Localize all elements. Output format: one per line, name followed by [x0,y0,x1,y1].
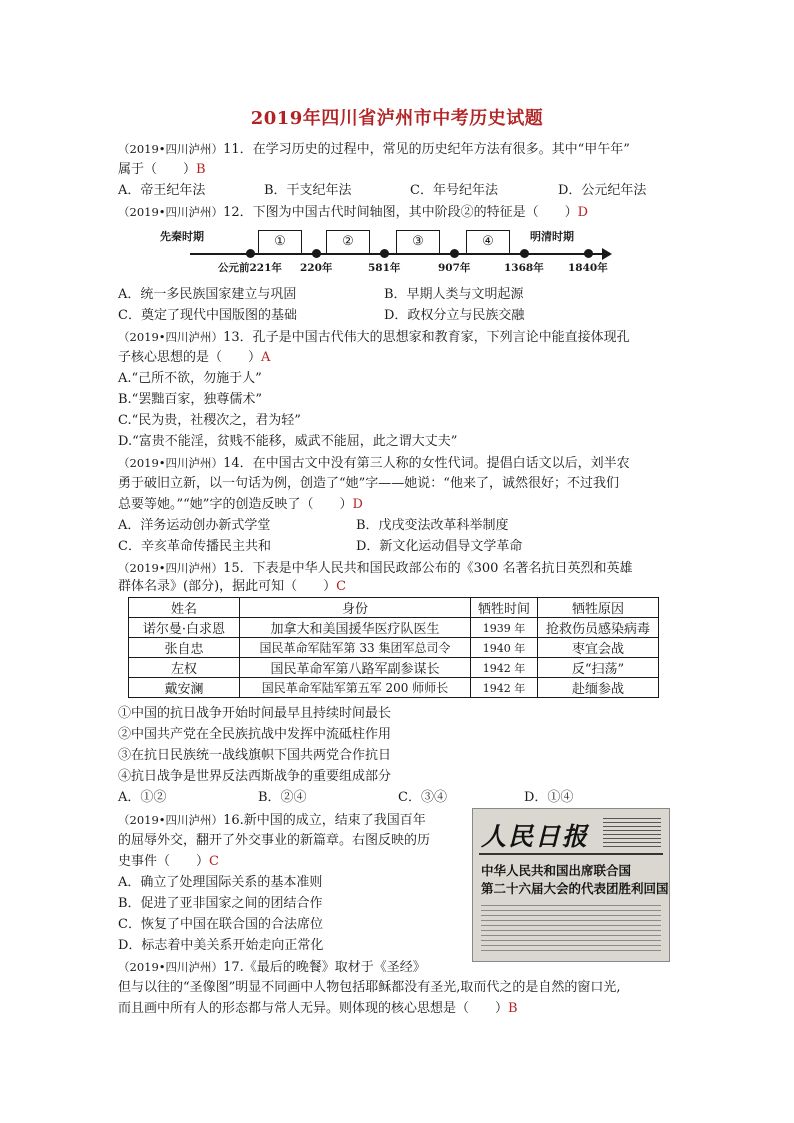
table-cell: 诺尔曼·白求恩 [129,618,240,638]
q17-line2: 但与以往的“圣像图”明显不同画中人物包括耶稣都没有圣光,取而代之的是自然的窗口光, [118,980,621,995]
table-cell: 戴安澜 [129,678,240,698]
page-title: 2019年四川省泸州市中考历史试题 [250,108,544,129]
q16-option-d: D．标志着中美关系开始走向正常化 [118,938,324,953]
timeline-point [246,249,255,258]
q12-option-a: A．统一多民族国家建立与巩固 [118,287,297,302]
timeline-point [312,249,321,258]
q14-text: 14．在中国古文中没有第三人称的女性代词。提倡白话文以后，刘半农 [223,456,630,471]
table-header-row [129,598,659,618]
table-cell: 左权 [129,658,240,678]
source-tag: （2019•四川泸州） [118,205,224,219]
source-tag: （2019•四川泸州） [118,142,224,156]
q16-line2: 的屈辱外交，翻开了外交事业的新篇章。右图反映的历 [118,833,431,848]
q16-option-a: A．确立了处理国际关系的基本准则 [118,875,323,890]
q14-option-a: A．洋务运动创办新式学堂 [118,518,271,533]
q16-line1 [118,810,426,831]
q15-option-b: B．②④ [258,790,307,805]
q17-line1 [118,957,426,978]
q14-line1 [118,453,630,474]
q14-text3: 总要等她。”“她”字的创造反映了（ ） [118,497,353,512]
source-tag: （2019•四川泸州） [118,561,224,575]
table-cell: 1940 年 [471,638,538,658]
q15-statement-3: ③在抗日民族统一战线旗帜下国共两党合作抗日 [118,748,392,763]
source-tag: （2019•四川泸州） [118,456,224,470]
q12-option-d: D．政权分立与民族交融 [384,308,525,323]
q16-option-b: B．促进了亚非国家之间的团结合作 [118,896,323,911]
table-cell: 赴缅参战 [538,678,659,698]
q13-option-c: C.“民为贵，社稷次之，君为轻” [118,413,301,428]
timeline-year-label: 907年 [438,262,471,274]
q16-text: 16.新中国的成立，结束了我国百年 [223,813,426,828]
q11-option-d: D．公元纪年法 [558,183,647,198]
table-row [129,658,659,678]
q15-statement-2: ②中国共产党在全民族抗战中发挥中流砥柱作用 [118,727,392,742]
timeline-point [584,249,593,258]
q13-option-d: D.“富贵不能淫，贫贱不能移，威武不能屈，此之谓大丈夫” [118,434,458,449]
table-cell: 国民革命军陆军第五军 200 师师长 [240,678,471,698]
q14-answer: D [352,497,363,512]
newspaper-image [472,808,670,962]
q11-text2: 属于（ ） [118,162,197,177]
q12-answer: D [577,205,589,220]
table-cell: 1939 年 [471,618,538,638]
source-tag: （2019•四川泸州） [118,813,224,827]
q13-option-a: A.“己所不欲，勿施于人” [118,371,262,386]
timeline-left-label: 先秦时期 [160,230,204,243]
source-tag: （2019•四川泸州） [118,960,224,974]
timeline-year-label: 公元前221年 [218,262,282,274]
newspaper-side-text [603,815,661,849]
q13-text2: 子核心思想的是（ ） [118,350,262,365]
timeline-point [450,249,459,258]
table-header: 牺牲原因 [538,598,659,618]
q15-line1 [118,558,633,579]
timeline-year-label: 1368年 [504,262,544,274]
timeline-year-label: 1840年 [568,262,608,274]
q16-line3 [118,852,219,872]
timeline-stage-1: ① [258,230,302,254]
newspaper-rule [479,853,663,855]
table-header: 牺牲时间 [471,598,538,618]
q14-line2: 勇于破旧立新，以一句话为例，创造了“她”字——她说：“他来了，诚然很好；不过我们 [118,476,619,491]
q11-line2 [118,160,206,180]
q15-statement-4: ④抗日战争是世界反法西斯战争的重要组成部分 [118,769,392,784]
timeline-stage-4: ④ [466,230,510,254]
q15-option-c: C．③④ [398,790,447,805]
q13-text: 13．孔子是中国古代伟大的思想家和教育家，下列言论中能直接体现孔 [223,330,630,345]
q13-line1 [118,327,630,348]
table-row [129,638,659,658]
q13-line2 [118,348,270,368]
heroes-table [128,597,659,698]
q15-line2 [118,577,346,597]
q17-text3: 而且画中所有人的形态都与常人无异。则体现的核心思想是（ ） [118,1001,509,1016]
q13-option-b: B.“罢黜百家，独尊儒术” [118,392,262,407]
source-tag: （2019•四川泸州） [118,330,224,344]
q12-option-c: C．奠定了现代中国版图的基础 [118,308,297,323]
timeline-arrow [602,248,612,260]
table-cell: 国民革命军第八路军副参谋长 [240,658,471,678]
timeline-year-label: 220年 [300,262,333,274]
table-cell: 枣宜会战 [538,638,659,658]
timeline-stage-3: ③ [396,230,440,254]
q17-text: 17.《最后的晚餐》取材于《圣经》 [223,960,426,975]
q14-option-c: C．辛亥革命传播民主共和 [118,539,271,554]
q11-option-c: C．年号纪年法 [410,183,498,198]
newspaper-headline: 中华人民共和国出席联合国 [481,863,632,878]
q16-option-c: C．恢复了中国在联合国的合法席位 [118,917,323,932]
q12-option-b: B．早期人类与文明起源 [384,287,524,302]
q16-text3: 史事件（ ） [118,854,210,869]
q14-option-b: B．戊戌变法改革科举制度 [356,518,509,533]
table-cell: 1942 年 [471,658,538,678]
timeline-point [520,249,529,258]
q14-option-d: D．新文化运动倡导文学革命 [356,539,523,554]
newspaper-body-text [481,901,661,955]
table-row [129,618,659,638]
q12-text: 12．下图为中国古代时间轴图，其中阶段②的特征是（ ） [223,205,578,220]
table-header: 身份 [240,598,471,618]
table-cell: 张自忠 [129,638,240,658]
q17-line3 [118,999,518,1019]
q11-option-b: B．干支纪年法 [264,183,352,198]
q13-answer: A [261,350,271,365]
q15-answer: C [336,579,347,594]
newspaper-masthead: 人民日报 [481,822,590,851]
q11-text: 11．在学习历史的过程中，常见的历史纪年方法有很多。其中“甲午年” [223,142,630,157]
timeline-diagram [160,224,610,276]
q15-text2: 群体名录》(部分)，据此可知（ ） [118,579,337,594]
table-row [129,678,659,698]
q15-option-d: D．①④ [524,790,574,805]
table-cell: 抢救伤员感染病毒 [538,618,659,638]
q15-text: 15．下表是中华人民共和国民政部公布的《300 名著名抗日英烈和英雄 [223,561,633,576]
timeline-right-label: 明清时期 [530,230,574,243]
q15-option-a: A．①② [118,790,167,805]
q14-line3 [118,495,363,515]
q11-option-a: A．帝王纪年法 [118,183,206,198]
q11-answer: B [196,162,206,177]
timeline-point [380,249,389,258]
newspaper-headline: 第二十六届大会的代表团胜利回国 [481,881,669,896]
q12-line1 [118,202,588,223]
table-cell: 国民革命军陆军第 33 集团军总司令 [240,638,471,658]
q15-statement-1: ①中国的抗日战争开始时间最早且持续时间最长 [118,706,392,721]
table-header: 姓名 [129,598,240,618]
timeline-stage-2: ② [326,230,370,254]
q11-line1 [118,139,630,160]
table-cell: 加拿大和美国援华医疗队医生 [240,618,471,638]
table-cell: 反“扫荡” [538,658,659,678]
q17-answer: B [508,1001,518,1016]
timeline-year-label: 581年 [368,262,401,274]
q16-answer: C [209,854,219,869]
table-cell: 1942 年 [471,678,538,698]
